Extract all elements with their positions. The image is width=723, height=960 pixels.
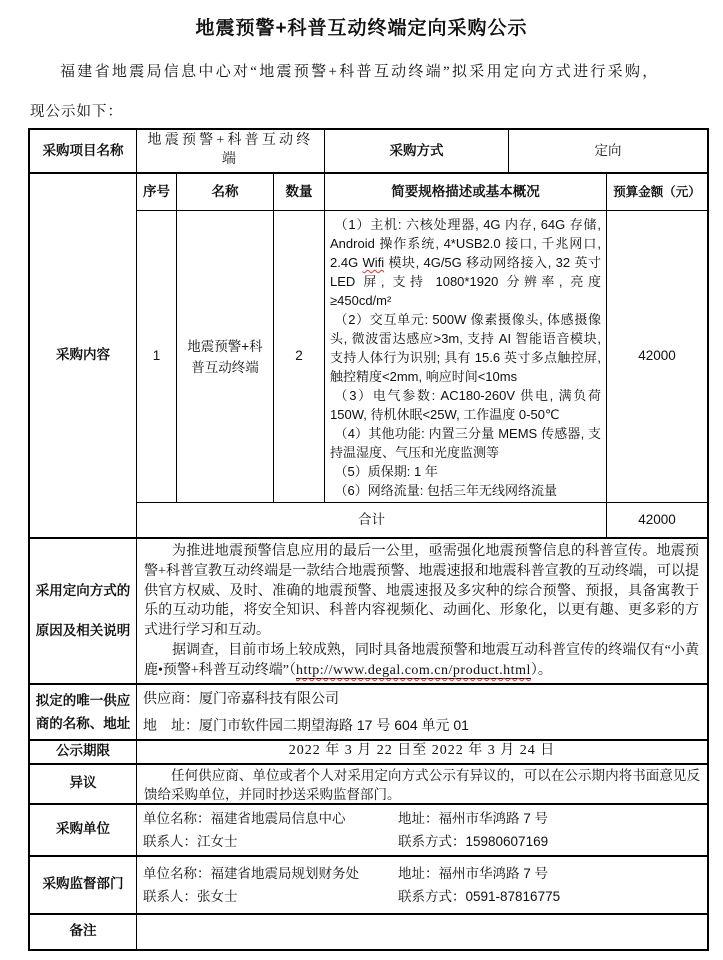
row-purchaser xyxy=(30,805,707,857)
item-name: 地震预警+科普互动终端 xyxy=(177,211,274,502)
procurement-table xyxy=(28,128,709,951)
period-value: 2022 年 3 月 22 日至 2022 年 3 月 24 日 xyxy=(288,743,556,759)
remark-label: 备注 xyxy=(30,915,137,949)
row-supplier xyxy=(30,685,707,741)
period-label: 公示期限 xyxy=(30,741,137,763)
col-seq-header: 序号 xyxy=(137,174,177,210)
reason-label: 采用定向方式的原因及相关说明 xyxy=(30,539,137,683)
content-group-label: 采购内容 xyxy=(30,174,137,537)
row-content-group xyxy=(30,174,707,539)
purchaser-label: 采购单位 xyxy=(30,805,137,855)
procure-method-label: 采购方式 xyxy=(325,130,509,172)
reason-paragraph-1: 为推进地震预警信息应用的最后一公里，亟需强化地震预警信息的科普宣传。地震预警+科普宣教互动终端是一款结合地震预警、地震速报和地震科普宣教的互动终端，可以提供官方权威、及时、准确的地震预警、地震速报及多灾种的综合预警、预报，具备寓教于乐的互动功能，将安全知识、科普内容视频化、动画化、形象化，以更有趣、更多彩的方式进行学习和互动。 xyxy=(144,544,699,639)
supervisor-phone: 联系方式：0591-87816775 xyxy=(398,888,561,904)
content-header-row xyxy=(137,174,707,211)
supplier-body xyxy=(137,685,707,739)
col-qty-header: 数量 xyxy=(274,174,325,210)
procure-method-value: 定向 xyxy=(594,142,622,158)
supplier-product-link[interactable]: http://www.degal.com.cn/product.html xyxy=(296,662,531,678)
row-project xyxy=(30,130,707,174)
purchaser-phone: 联系方式：15980607169 xyxy=(398,833,549,849)
page-title: 地震预警+科普互动终端定向采购公示 xyxy=(195,18,528,39)
supervisor-label: 采购监督部门 xyxy=(30,857,137,913)
purchaser-body xyxy=(137,805,707,855)
reason-paragraph-2-text: 据调查，目前市场上较成熟，同时具备地震预警和地震互动科普宣传的终端仅有“小黄鹿•预警+科普互动终端”（ xyxy=(144,642,699,678)
supplier-label: 拟定的唯一供应商的名称、地址 xyxy=(30,685,137,739)
purchaser-org: 单位名称：福建省地震局信息中心 xyxy=(143,810,346,826)
row-remark xyxy=(30,915,707,949)
objection-text: 任何供应商、单位或者个人对采用定向方式公示有异议的，可以在公示期内将书面意见反馈给采购单位，并同时抄送采购监督部门。 xyxy=(144,767,700,802)
content-item-row xyxy=(137,211,707,503)
reason-body xyxy=(137,539,707,683)
col-budget-header: 预算金额（元） xyxy=(613,184,701,199)
total-value: 42000 xyxy=(638,511,676,527)
item-qty: 2 xyxy=(274,211,325,502)
row-period xyxy=(30,741,707,765)
spec-item-5: （5）质保期: 1 年 xyxy=(334,464,438,479)
spec-item-4: （4）其他功能: 内置三分量 MEMS 传感器, 支持温湿度、气压和光度监测等 xyxy=(330,426,601,460)
reason-paragraph-2 xyxy=(144,641,699,681)
remark-value xyxy=(137,915,707,949)
project-name-value: 地震预警+科普互动终端 xyxy=(137,130,325,172)
reason-paragraph-2-closing: ）。 xyxy=(530,662,552,678)
spec-item-6: （6）网络流量: 包括三年无线网络流量 xyxy=(334,483,558,498)
purchaser-contact: 联系人：江女士 xyxy=(143,833,238,849)
purchaser-address: 地址：福州市华鸿路 7 号 xyxy=(398,810,549,826)
supplier-name-line: 供应商：厦门帝嘉科技有限公司 xyxy=(143,689,339,706)
col-name-header: 名称 xyxy=(177,174,274,210)
objection-label: 异议 xyxy=(30,765,137,803)
supplier-address-line: 地 址：厦门市软件园二期望海路 17 号 604 单元 01 xyxy=(143,716,469,733)
item-spec xyxy=(325,211,607,502)
supervisor-org: 单位名称：福建省地震局规划财务处 xyxy=(143,865,359,881)
spec-item-1-spellcheck-word: Wifi xyxy=(362,255,385,270)
spec-item-1 xyxy=(330,215,601,310)
item-budget: 42000 xyxy=(638,348,676,364)
supervisor-body xyxy=(137,857,707,913)
item-seq: 1 xyxy=(137,211,177,502)
spec-item-3: （3）电气参数: AC180-260V 供电, 满负荷 150W, 待机休眠<25W, 工作温度 0-50℃ xyxy=(330,388,601,422)
content-subtable xyxy=(137,174,707,537)
row-objection xyxy=(30,765,707,805)
project-name-label: 采购项目名称 xyxy=(30,130,137,172)
total-label: 合计 xyxy=(137,503,607,537)
row-supervisor xyxy=(30,857,707,915)
spec-item-2: （2）交互单元: 500W 像素摄像头, 体感摄像头, 微波雷达感应>3m, 支持 AI 智能语音模块, 支持人体行为识别; 具有 15.6 英寸多点触控屏, 触控精度<2mm, 响应时间<10ms xyxy=(330,312,601,384)
supervisor-contact: 联系人：张女士 xyxy=(143,888,238,904)
spec-item-1-text-cont: 模块, 4G/5G 移动网络接入, 32 英寸 LED 屏, 支持 1080*1920 分辨率, 亮度≥450cd/m² xyxy=(330,255,601,308)
intro-follow-line: 现公示如下： xyxy=(30,104,123,120)
content-total-row xyxy=(137,503,707,537)
intro-paragraph: 福建省地震局信息中心对“地震预警+科普互动终端”拟采用定向方式进行采购， xyxy=(60,64,660,80)
col-spec-header: 简要规格描述或基本概况 xyxy=(325,174,607,210)
supervisor-address: 地址：福州市华鸿路 7 号 xyxy=(398,865,549,881)
spec-item-1-text: （1）主机: 六核处理器, 4G 内存, 64G 存储, Android 操作系统, 4*USB2.0 接口, 千兆网口, 2.4G xyxy=(330,217,601,270)
row-reason xyxy=(30,539,707,685)
